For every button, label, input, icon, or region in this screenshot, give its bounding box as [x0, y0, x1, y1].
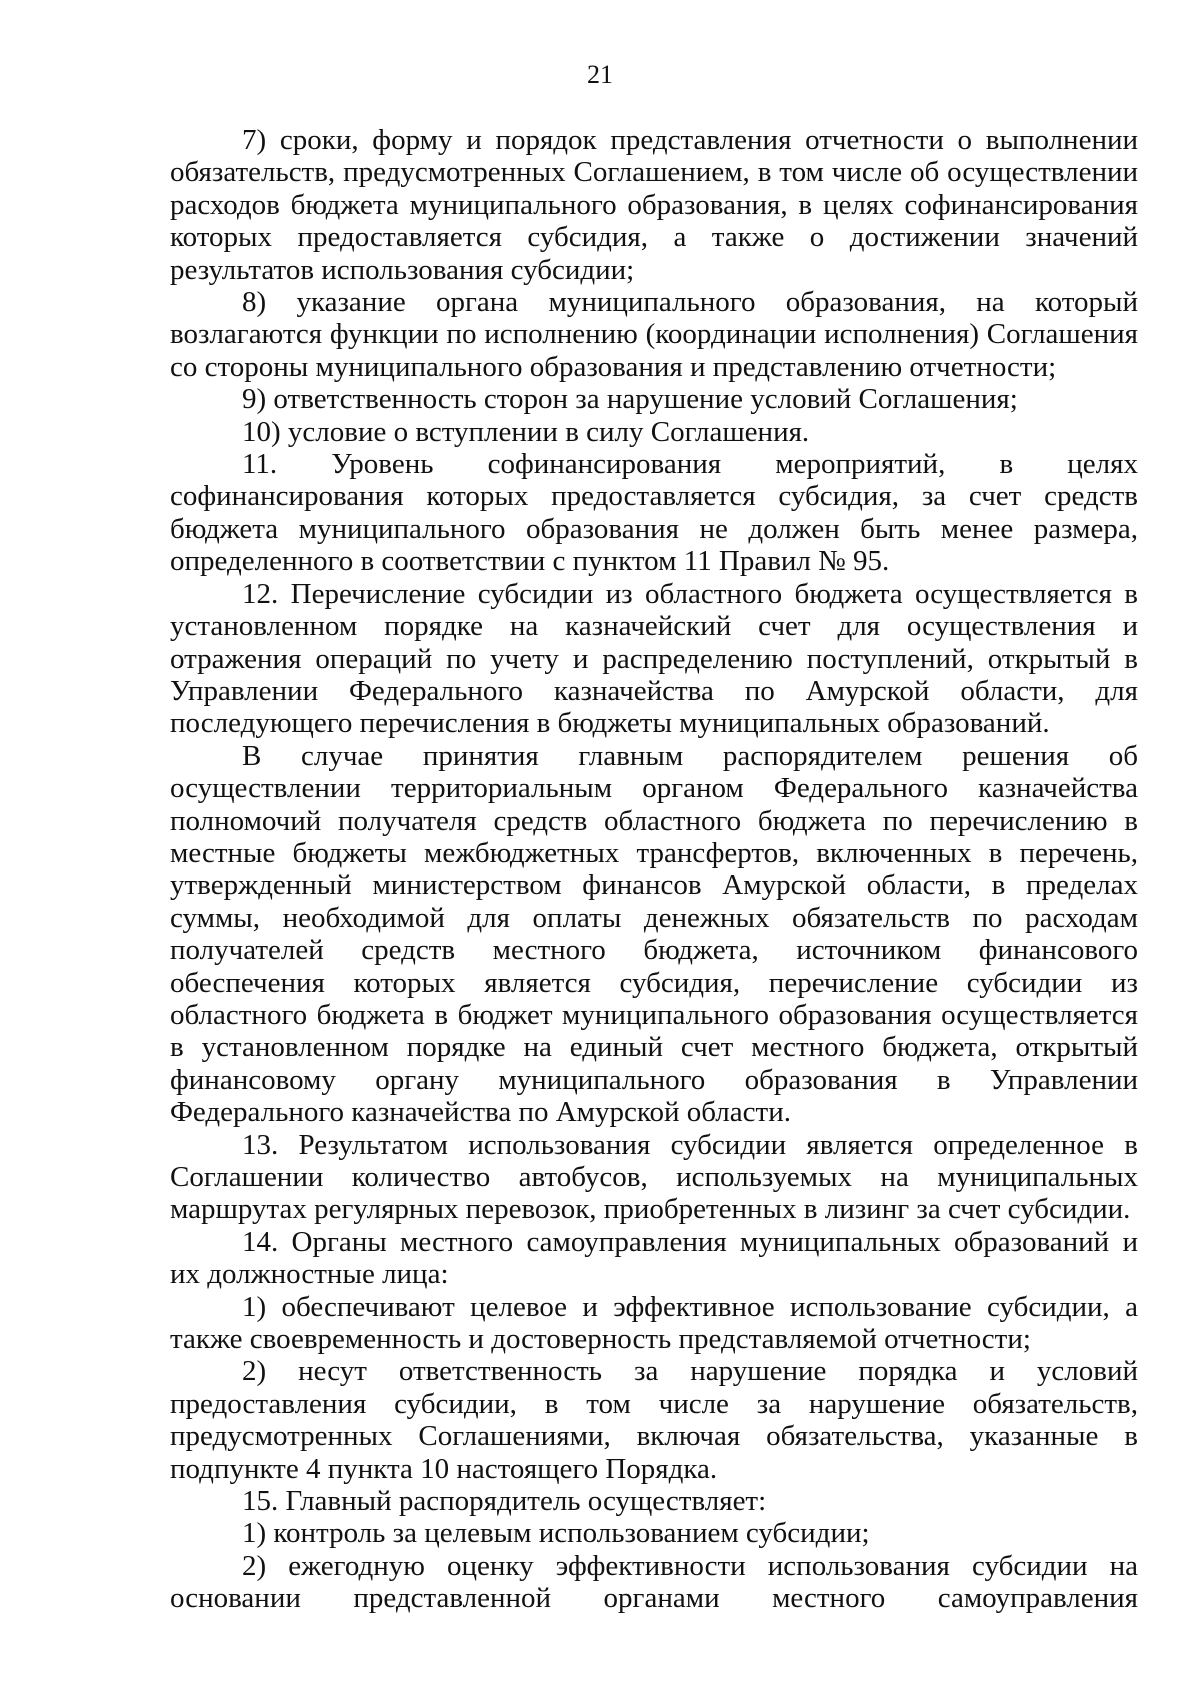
- document-body: [170, 124, 1138, 1615]
- paragraph-item-10: 10) условие о вступлении в силу Соглашения.: [242, 415, 810, 448]
- paragraph-14-item-1: 1) обеспечивают целевое и эффективное использование субсидии, а также своевременность и достоверность представляемой отчетности;: [170, 1290, 1138, 1356]
- paragraph-item-9: 9) ответственность сторон за нарушение условий Соглашения;: [242, 383, 1018, 416]
- paragraph-15-item-1: 1) контроль за целевым использованием субсидии;: [242, 1517, 870, 1550]
- paragraph-treasury-case: В случае принятия главным распорядителем решения об осуществлении территориальным органом Федерального казначейства полномочий получателя средств областного бюджета по перечислению в местные бюджеты межбюджетных трансфертов, включенных в перечень, утвержденный министерством финансов Амурской области, в пределах суммы, необходимой для оплаты денежных обязательств по расходам получателей средств местного бюджета, источником финансового обеспечения которых является субсидия, перечисление субсидии из областного бюджета в бюджет муниципального образования осуществляется в установленном порядке на единый счет местного бюджета, открытый финансовому органу муниципального образования в Управлении Федерального казначейства по Амурской области.: [170, 739, 1138, 1129]
- page-number: 21: [587, 60, 613, 89]
- paragraph-section-14: 14. Органы местного самоуправления муниципальных образований и их должностные лица:: [170, 1225, 1138, 1291]
- paragraph-section-11: 11. Уровень софинансирования мероприятий, в целях софинансирования которых предоставляется субсидия, за счет средств бюджета муниципального образования не должен быть менее размера, определенного в соответствии с пунктом 11 Правил № 95.: [170, 448, 1138, 578]
- paragraph-item-8: 8) указание органа муниципального образования, на который возлагаются функции по исполнению (координации исполнения) Соглашения со стороны муниципального образования и представлению отчетности;: [170, 286, 1138, 383]
- paragraph-section-13: 13. Результатом использования субсидии является определенное в Соглашении количество автобусов, используемых на муниципальных маршрутах регулярных перевозок, приобретенных в лизинг за счет субсидии.: [170, 1128, 1138, 1226]
- paragraph-section-12: 12. Перечисление субсидии из областного бюджета осуществляется в установленном порядке на казначейский счет для осуществления и отражения операций по учету и распределению поступлений, открытый в Управлении Федерального казначейства по Амурской области, для последующего перечисления в бюджеты муниципальных образований.: [170, 577, 1138, 740]
- paragraph-item-7: 7) сроки, форму и порядок представления отчетности о выполнении обязательств, предусмотренных Соглашением, в том числе об осуществлении расходов бюджета муниципального образования, в целях софинансирования которых предоставляется субсидия, а также о достижении значений результатов использования субсидии;: [170, 124, 1138, 286]
- paragraph-section-15: 15. Главный распорядитель осуществляет:: [242, 1485, 767, 1518]
- paragraph-14-item-2: 2) несут ответственность за нарушение порядка и условий предоставления субсидии, в том числе за нарушение обязательств, предусмотренных Соглашениями, включая обязательства, указанные в подпункте 4 пункта 10 настоящего Порядка.: [170, 1355, 1138, 1485]
- paragraph-15-item-2: 2) ежегодную оценку эффективности использования субсидии на основании представленной органами местного самоуправления: [170, 1549, 1138, 1615]
